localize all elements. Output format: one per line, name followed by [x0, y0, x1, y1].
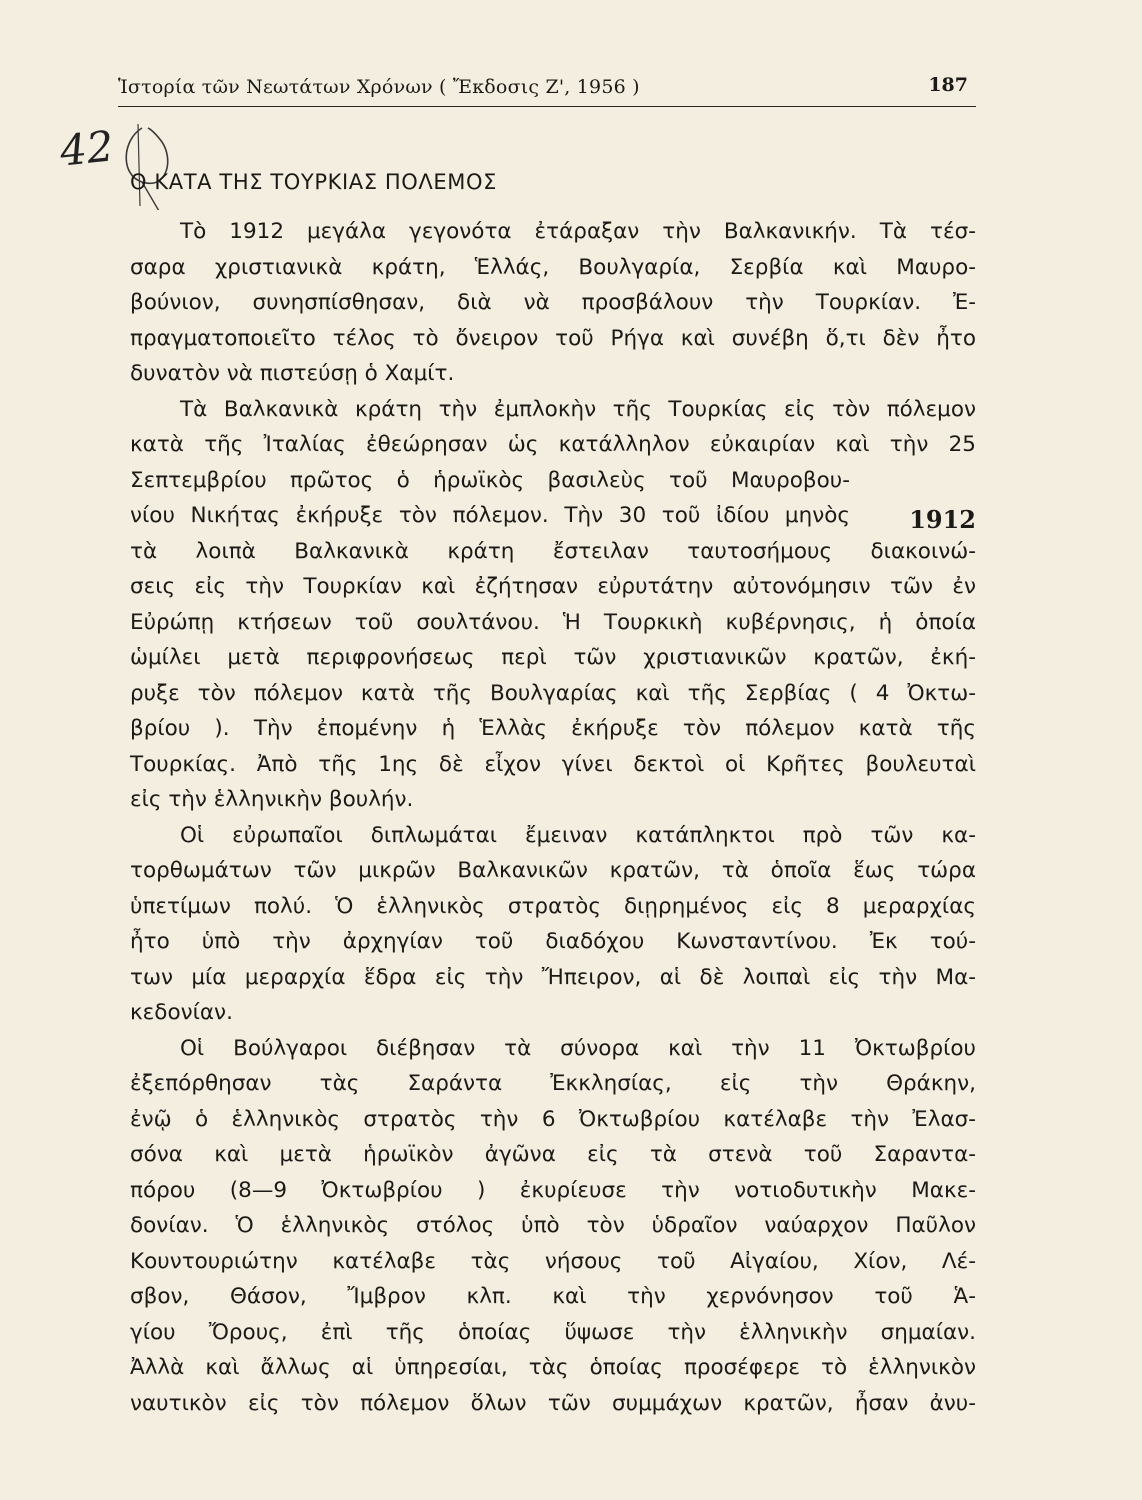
text-line: Σεπτεμβρίου πρῶτος ὁ ἡρωϊκὸς βασιλεὺς τοῦ Μαυροβου-	[130, 467, 850, 493]
text-line: σόνα καὶ μετὰ ἡρωϊκὸν ἀγῶνα εἰς τὰ στενὰ τοῦ Σαραντα-	[130, 1142, 976, 1167]
text-line: γίου Ὄρους, ἐπὶ τῆς ὁποίας ὕψωσε τὴν ἑλληνικὴν σημαίαν.	[130, 1319, 976, 1345]
text-line: ἐξεπόρθησαν τὰς Σαράντα Ἐκκλησίας, εἰς τὴν Θράκην,	[130, 1071, 976, 1096]
text-line: ὑπετίμων πολύ. Ὁ ἑλληνικὸς στρατὸς διῃρημένος εἰς 8 μεραρχίας	[130, 893, 976, 919]
text-line: των μία μεραρχία ἕδρα εἰς τὴν Ἤπειρον, αἱ δὲ λοιπαὶ εἰς τὴν Μα-	[130, 964, 976, 990]
text-line: Οἱ εὐρωπαῖοι διπλωμάται ἔμειναν κατάπληκτοι πρὸ τῶν κα-	[180, 822, 976, 848]
text-line: κατὰ τῆς Ἰταλίας ἐθεώρησαν ὡς κατάλληλον εὐκαιρίαν καὶ τὴν 25	[130, 432, 976, 457]
text-line: ἐνῷ ὁ ἑλληνικὸς στρατὸς τὴν 6 Ὀκτωβρίου κατέλαβε τὴν Ἐλασ-	[130, 1106, 976, 1132]
text-line: εἰς τὴν ἑλληνικὴν βουλήν.	[130, 787, 414, 812]
text-line: τὰ λοιπὰ Βαλκανικὰ κράτη ἔστειλαν ταυτοσήμους διακοινώ-	[130, 538, 976, 564]
text-line: Κουντουριώτην κατέλαβε τὰς νήσους τοῦ Αἰγαίου, Χίον, Λέ-	[130, 1248, 976, 1274]
text-line: ὡμίλει μετὰ περιφρονήσεως περὶ τῶν χριστιανικῶν κρατῶν, ἐκή-	[130, 645, 976, 670]
chapter-title: Ο ΚΑΤΑ ΤΗΣ ΤΟΥΡΚΙΑΣ ΠΟΛΕΜΟΣ	[130, 170, 497, 194]
header-title: Ἱστορία τῶν Νεωτάτων Χρόνων ( Ἔκδοσις Ζ', 1956 )	[118, 76, 640, 98]
year-1912-bold: 1912	[909, 505, 976, 534]
text-line: σαρα χριστιανικὰ κράτη, Ἑλλάς, Βουλγαρία, Σερβία καὶ Μαυρο-	[130, 254, 976, 280]
pencil-circle-mark	[112, 120, 192, 210]
handwritten-margin-note: 42	[57, 121, 116, 176]
text-line: Τὰ Βαλκανικὰ κράτη τὴν ἐμπλοκὴν τῆς Τουρκίας εἰς τὸν πόλεμον	[180, 396, 976, 422]
text-line: Εὐρώπῃ κτήσεων τοῦ σουλτάνου. Ἡ Τουρκικὴ κυβέρνησις, ἡ ὁποία	[130, 609, 976, 635]
text-line: νίου Νικήτας ἐκήρυξε τὸν πόλεμον. Τὴν 30 τοῦ ἰδίου μηνὸς	[130, 503, 850, 528]
text-line: βούνιον, συνησπίσθησαν, διὰ νὰ προσβάλουν τὴν Τουρκίαν. Ἐ-	[130, 290, 976, 315]
text-line: σεις εἰς τὴν Τουρκίαν καὶ ἐζήτησαν εὐρυτάτην αὐτονόμησιν τῶν ἐν	[130, 574, 976, 599]
text-line: σβον, Θάσον, Ἴμβρον κλπ. καὶ τὴν χερνόνησον τοῦ Ἁ-	[130, 1284, 976, 1309]
text-line: βρίου ). Τὴν ἐπομένην ἡ Ἑλλὰς ἐκήρυξε τὸν πόλεμον κατὰ τῆς	[130, 716, 976, 741]
text-line: ναυτικὸν εἰς τὸν πόλεμον ὅλων τῶν συμμάχων κρατῶν, ἦσαν ἀνυ-	[130, 1390, 976, 1416]
text-line: Τουρκίας. Ἀπὸ τῆς 1ης δὲ εἶχον γίνει δεκτοὶ οἱ Κρῆτες βουλευταὶ	[130, 751, 976, 777]
page-number: 187	[928, 74, 968, 96]
text-line: ἦτο ὑπὸ τὴν ἀρχηγίαν τοῦ διαδόχου Κωνσταντίνου. Ἐκ τού-	[130, 929, 976, 954]
text-line: Τὸ 1912 μεγάλα γεγονότα ἐτάραξαν τὴν Βαλκανικήν. Τὰ τέσ-	[180, 219, 976, 244]
text-line: Ἀλλὰ καὶ ἄλλως αἱ ὑπηρεσίαι, τὰς ὁποίας προσέφερε τὸ ἑλληνικὸν	[130, 1355, 976, 1380]
text-line: τορθωμάτων τῶν μικρῶν Βαλκανικῶν κρατῶν, τὰ ὁποῖα ἕως τώρα	[130, 858, 976, 883]
text-line: πόρου (8—9 Ὀκτωβρίου ) ἐκυρίευσε τὴν νοτιοδυτικὴν Μακε-	[130, 1177, 976, 1203]
running-header	[118, 74, 976, 107]
text-line: δυνατὸν νὰ πιστεύσῃ ὁ Χαμίτ.	[130, 361, 455, 386]
text-line: πραγματοποιεῖτο τέλος τὸ ὄνειρον τοῦ Ρήγα καὶ συνέβη ὅ,τι δὲν ἦτο	[130, 325, 976, 351]
text-line: δονίαν. Ὁ ἑλληνικὸς στόλος ὑπὸ τὸν ὑδραῖον ναύαρχον Παῦλον	[130, 1213, 976, 1238]
text-line: κεδονίαν.	[130, 1000, 233, 1025]
body-text	[130, 214, 976, 1421]
text-line: Οἱ Βούλγαροι διέβησαν τὰ σύνορα καὶ τὴν 11 Ὀκτωβρίου	[180, 1035, 976, 1061]
text-line: ρυξε τὸν πόλεμον κατὰ τῆς Βουλγαρίας καὶ τῆς Σερβίας ( 4 Ὀκτω-	[130, 680, 976, 706]
